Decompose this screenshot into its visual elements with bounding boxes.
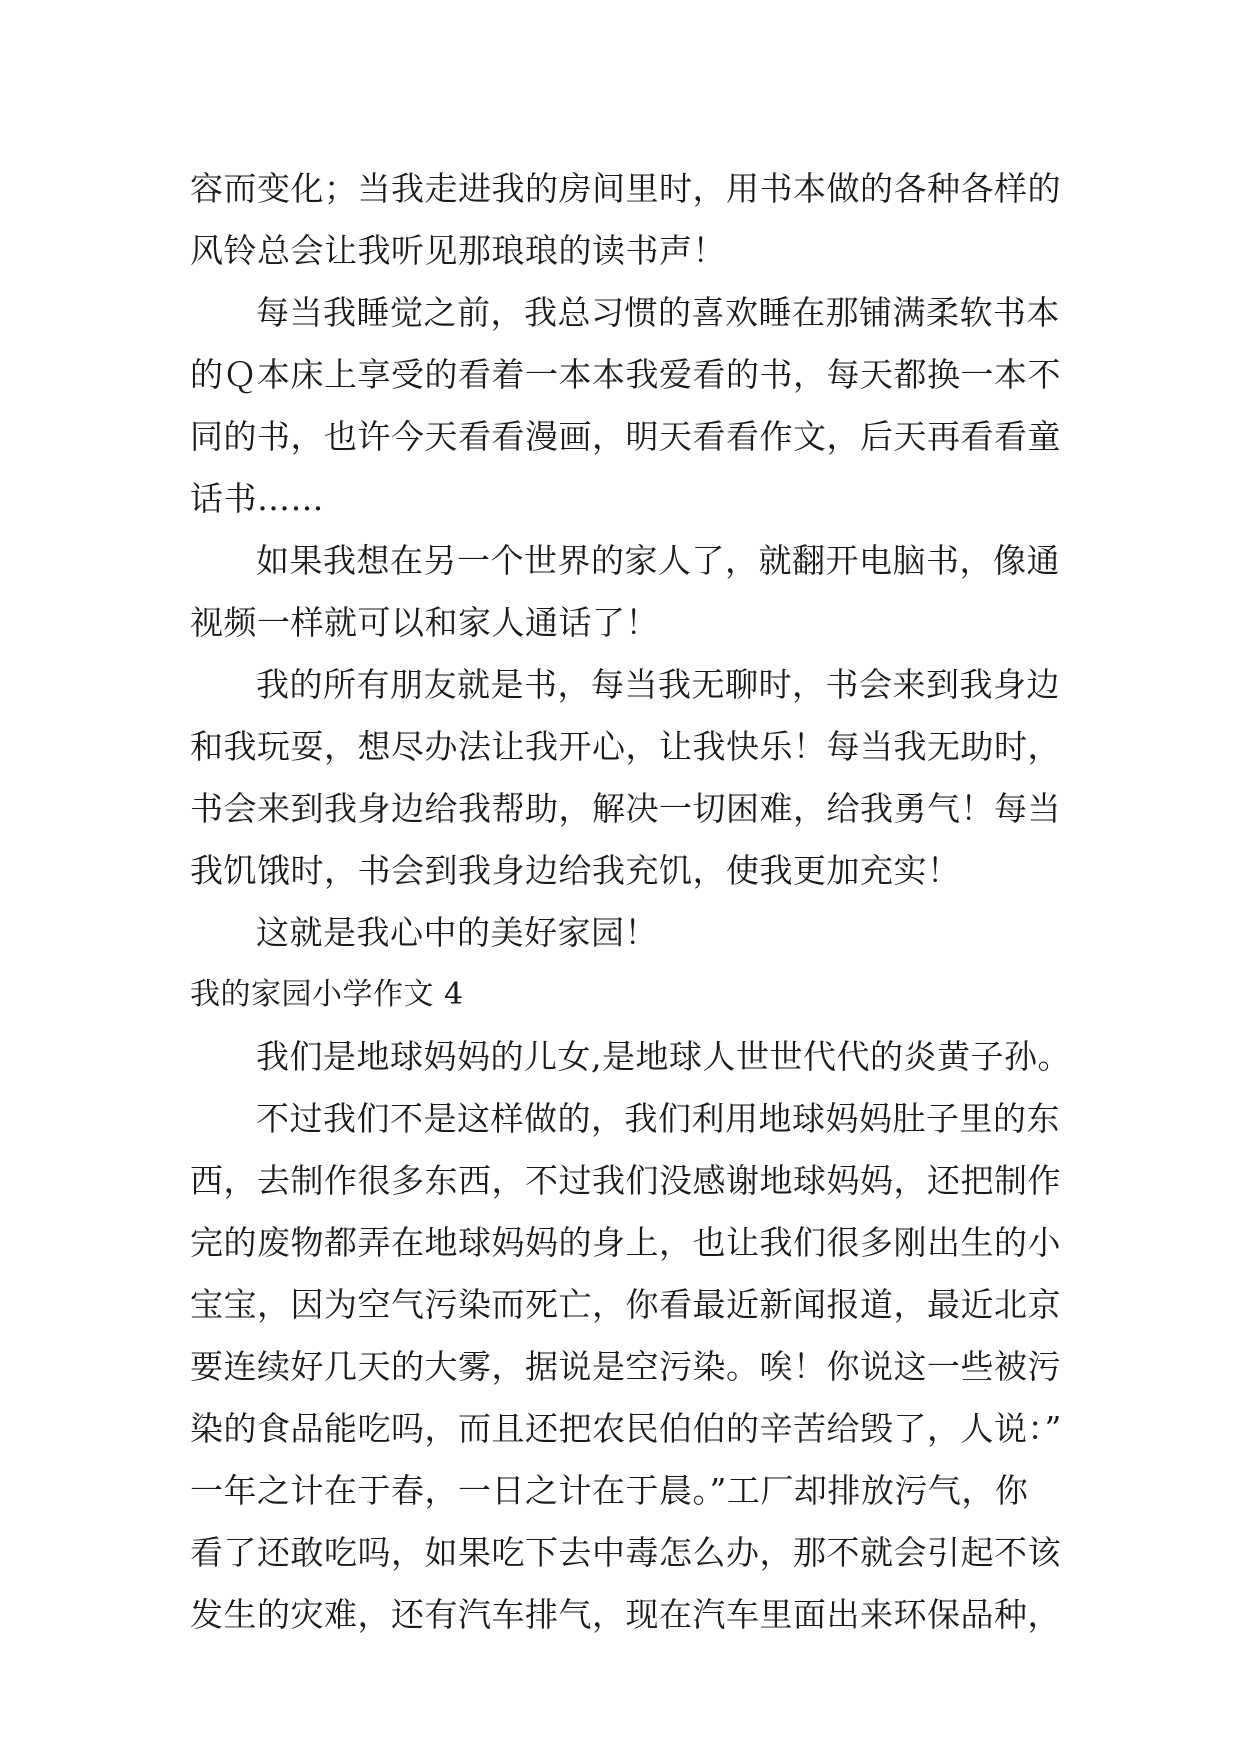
text-line: 发生的灾难，还有汽车排气，现在汽车里面出来环保品种， xyxy=(190,1595,1061,1634)
text-line: 风铃总会让我听见那琅琅的读书声！ xyxy=(190,231,726,270)
text-line: 完的废物都弄在地球妈妈的身上，也让我们很多刚出生的小 xyxy=(190,1223,1061,1262)
text-line: 宝宝，因为空气污染而死亡，你看最近新闻报道，最近北京 xyxy=(190,1285,1061,1324)
text-line: 的Ｑ本床上享受的看着一本本我爱看的书，每天都换一本不 xyxy=(190,355,1061,394)
text-line: 话书…… xyxy=(190,479,324,518)
text-line: 视频一样就可以和家人通话了！ xyxy=(190,603,659,642)
text-line: 和我玩耍，想尽办法让我开心，让我快乐！每当我无助时， xyxy=(190,727,1061,766)
text-line: 染的食品能吃吗，而且还把农民伯伯的辛苦给毁了，人说：” xyxy=(190,1409,1062,1448)
text-line: 我饥饿时，书会到我身边给我充饥，使我更加充实！ xyxy=(190,851,961,890)
paragraph-start-line: 这就是我心中的美好家园！ xyxy=(256,913,658,952)
paragraph-start-line: 如果我想在另一个世界的家人了，就翻开电脑书，像通 xyxy=(256,541,1060,580)
text-line: 书会来到我身边给我帮助，解决一切困难，给我勇气！每当 xyxy=(190,789,1061,828)
section-heading: 我的家园小学作文 4 xyxy=(190,977,464,1012)
paragraph-start-line: 每当我睡觉之前，我总习惯的喜欢睡在那铺满柔软书本 xyxy=(256,293,1060,332)
text-line: 一年之计在于春，一日之计在于晨。”工厂却排放污气，你 xyxy=(190,1471,1029,1510)
text-line: 同的书，也许今天看看漫画，明天看看作文，后天再看看童 xyxy=(190,417,1061,456)
text-line: 要连续好几天的大雾，据说是空污染。唉！你说这一些被污 xyxy=(190,1347,1061,1386)
paragraph-start-line: 我的所有朋友就是书，每当我无聊时，书会来到我身边 xyxy=(256,665,1060,704)
document-body xyxy=(190,158,1071,1646)
paragraph-start-line: 我们是地球妈妈的儿女,是地球人世世代代的炎黄子孙。 xyxy=(256,1037,1071,1076)
text-line: 西，去制作很多东西，不过我们没感谢地球妈妈，还把制作 xyxy=(190,1161,1061,1200)
text-line: 看了还敢吃吗，如果吃下去中毒怎么办，那不就会引起不该 xyxy=(190,1533,1061,1572)
paragraph-start-line: 不过我们不是这样做的，我们利用地球妈妈肚子里的东 xyxy=(256,1099,1060,1138)
text-line: 容而变化；当我走进我的房间里时，用书本做的各种各样的 xyxy=(190,169,1061,208)
